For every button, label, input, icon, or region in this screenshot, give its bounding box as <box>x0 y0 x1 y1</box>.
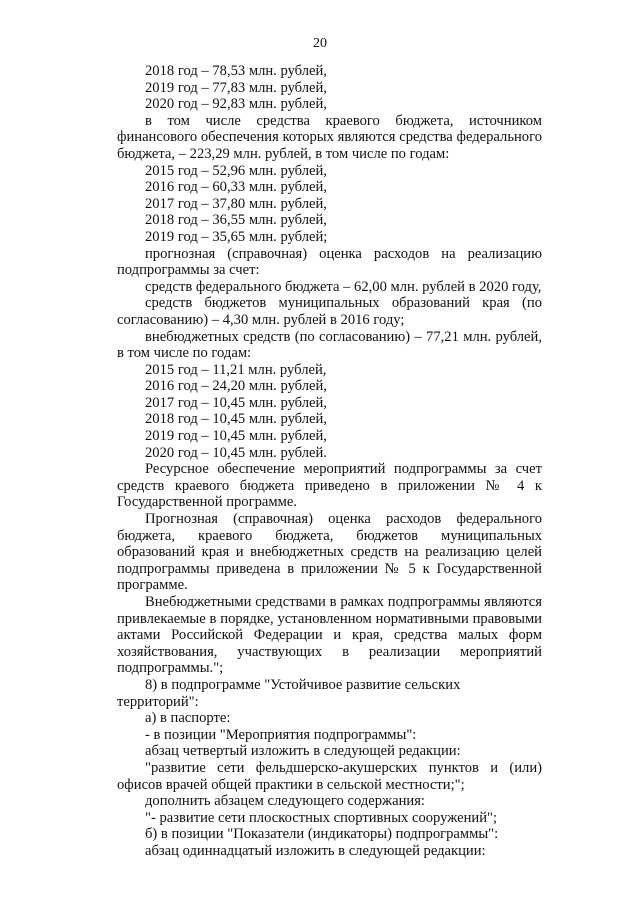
paragraph: в том числе средства краевого бюджета, источником финансового обеспечения которых являются средства федерального бюджета, – 223,29 млн. рублей, в том числе по годам: <box>117 112 542 162</box>
paragraph: "развитие сети фельдшерско-акушерских пунктов и (или) офисов врачей общей практики в сельской местности;"; <box>117 759 542 793</box>
paragraph: Ресурсное обеспечение мероприятий подпрограммы за счет средств краевого бюджета приведено в приложении № 4 к Государственной программе. <box>117 461 542 511</box>
paragraph: 2017 год – 10,45 млн. рублей, <box>145 394 327 411</box>
paragraph: "- развитие сети плоскостных спортивных сооружений"; <box>145 809 498 826</box>
paragraph: внебюджетных средств (по согласованию) – 77,21 млн. рублей, в том числе по годам: <box>117 328 542 362</box>
paragraph: 2016 год – 24,20 млн. рублей, <box>145 378 327 395</box>
paragraph: 2016 год – 60,33 млн. рублей, <box>145 179 327 196</box>
paragraph: средств федерального бюджета – 62,00 млн. рублей в 2020 году, <box>145 278 542 295</box>
paragraph: 2018 год – 78,53 млн. рублей, <box>145 63 327 79</box>
paragraph: 2020 год – 92,83 млн. рублей, <box>145 96 327 113</box>
paragraph: Внебюджетными средствами в рамках подпрограммы являются привлекаемые в порядке, установленном нормативными правовыми актами Российской Федерации и края, средства малых форм хозяйствования, участвующих в реализации мероприятий подпрограммы."; <box>117 594 542 677</box>
document-body <box>117 63 542 860</box>
paragraph: - в позиции "Мероприятия подпрограммы": <box>145 726 417 743</box>
paragraph: средств бюджетов муниципальных образований края (по согласованию) – 4,30 млн. рублей в 2016 году; <box>117 295 542 328</box>
page-number: 20 <box>313 36 327 51</box>
paragraph: 2017 год – 37,80 млн. рублей, <box>145 195 327 212</box>
paragraph: 2018 год – 36,55 млн. рублей, <box>145 212 327 229</box>
paragraph: б) в позиции "Показатели (индикаторы) подпрограммы": <box>145 826 499 843</box>
paragraph: абзац четвертый изложить в следующей редакции: <box>145 743 461 760</box>
paragraph: 2019 год – 77,83 млн. рублей, <box>145 79 327 96</box>
paragraph: дополнить абзацем следующего содержания: <box>145 793 425 810</box>
paragraph: 2015 год – 11,21 млн. рублей, <box>145 361 327 378</box>
paragraph: 2018 год – 10,45 млн. рублей, <box>145 411 327 428</box>
paragraph: Прогнозная (справочная) оценка расходов федерального бюджета, краевого бюджета, бюджетов муниципальных образований края и внебюджетных средств на реализацию целей подпрограммы приведена в приложении № 5 к Государственной программе. <box>117 511 542 594</box>
paragraph: 2019 год – 10,45 млн. рублей, <box>145 428 327 445</box>
paragraph: прогнозная (справочная) оценка расходов на реализацию подпрограммы за счет: <box>117 245 542 279</box>
paragraph: а) в паспорте: <box>145 710 231 727</box>
paragraph: 8) в подпрограмме "Устойчивое развитие сельских территорий": <box>117 676 461 710</box>
paragraph: 2020 год – 10,45 млн. рублей. <box>145 444 327 461</box>
paragraph: 2019 год – 35,65 млн. рублей; <box>145 228 328 245</box>
paragraph: абзац одиннадцатый изложить в следующей редакции: <box>145 842 486 859</box>
paragraph: 2015 год – 52,96 млн. рублей, <box>145 162 327 179</box>
